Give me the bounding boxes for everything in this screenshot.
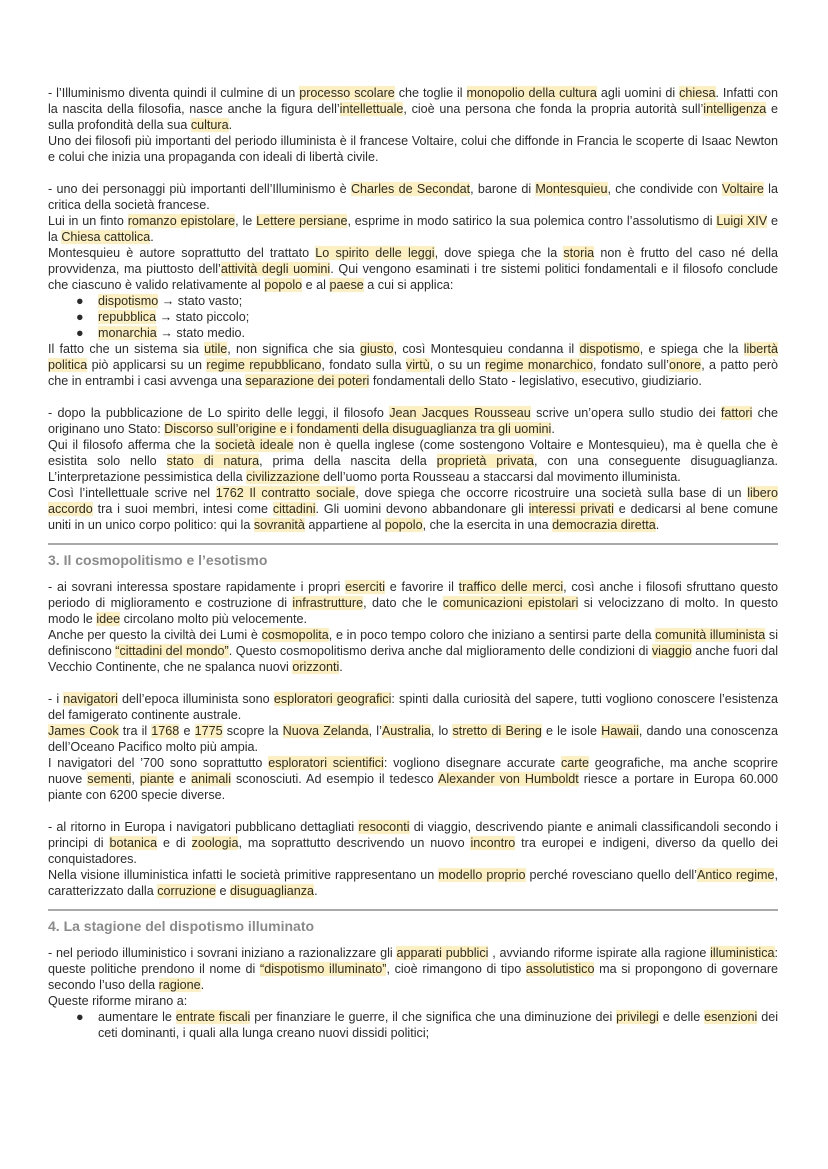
highlighted-term: illuministica: [710, 946, 775, 960]
text-segment: aumentare le: [98, 1010, 176, 1024]
text-segment: sconosciuti. Ad esempio il tedesco: [231, 772, 438, 786]
highlighted-term: entrate fiscali: [175, 1010, 251, 1024]
highlighted-term: idee: [96, 612, 121, 626]
paragraph-spacer: [48, 675, 778, 691]
paragraph: [48, 85, 778, 133]
text-segment: la critica della società francese.: [48, 182, 778, 212]
text-segment: Lui in un finto: [48, 214, 128, 228]
highlighted-term: democrazia diretta: [552, 518, 656, 532]
highlighted-term: sementi: [87, 772, 132, 786]
text-segment: ,: [131, 772, 140, 786]
highlighted-term: onore: [668, 358, 702, 372]
bullet-list: [48, 1009, 778, 1041]
text-segment: riesce a portare in Europa 60.000 piante con 6200 specie diverse.: [48, 772, 778, 802]
text-segment: e favorire il: [385, 580, 459, 594]
highlighted-term: giusto: [359, 342, 394, 356]
highlighted-term: civilizzazione: [246, 470, 320, 484]
text-segment: - uno dei personaggi più importanti dell’Illuminismo è: [48, 182, 351, 196]
text-segment: e delle: [658, 1010, 705, 1024]
highlighted-term: paese: [329, 278, 364, 292]
text-segment: .: [150, 230, 154, 244]
paragraph: [48, 405, 778, 437]
highlighted-term: libero accordo: [48, 486, 778, 516]
text-segment: , barone di: [470, 182, 536, 196]
text-segment: , l’: [368, 724, 382, 738]
highlighted-term: Hawaii: [601, 724, 639, 738]
text-segment: Anche per questo la civiltà dei Lumi è: [48, 628, 262, 642]
text-segment: , con una conseguente disuguaglianza. L’interpretazione pessimistica della: [48, 454, 778, 484]
highlighted-term: traffico delle merci: [458, 580, 564, 594]
text-segment: : queste politiche prendono il nome di: [48, 946, 778, 976]
highlighted-term: storia: [563, 246, 595, 260]
highlighted-term: esploratori geografici: [273, 692, 392, 706]
text-segment: , cioè una persona che fonda la propria autorità sull’: [403, 102, 704, 116]
highlighted-term: monopolio della cultura: [466, 86, 597, 100]
highlighted-term: libertà politica: [48, 342, 778, 372]
text-segment: , a patto però che in entrambi i casi avvenga una: [48, 358, 779, 388]
paragraph-spacer: [48, 389, 778, 405]
text-segment: fondamentali dello Stato - legislativo, esecutivo, giudiziario.: [369, 374, 702, 388]
text-segment: agli uomini di: [596, 86, 680, 100]
highlighted-term: 1775: [194, 724, 223, 738]
paragraph: [48, 437, 778, 485]
highlighted-term: romanzo epistolare: [127, 214, 236, 228]
highlighted-term: zoologia: [191, 836, 239, 850]
section-heading: 3. Il cosmopolitismo e l’esotismo: [48, 552, 268, 568]
text-segment: , dove spiega che la: [434, 246, 564, 260]
highlighted-term: intelligenza: [703, 102, 767, 116]
text-segment: circolano molto più velocemente.: [120, 612, 308, 626]
highlighted-term: 1762 Il contratto sociale: [215, 486, 356, 500]
text-segment: e: [179, 724, 195, 738]
highlighted-term: esploratori scientifici: [268, 756, 384, 770]
highlighted-term: cittadini: [272, 502, 316, 516]
highlighted-term: piante: [139, 772, 175, 786]
text-segment: Qui il filosofo afferma che la: [48, 438, 216, 452]
highlighted-term: repubblica: [98, 310, 157, 324]
highlighted-term: attività degli uomini: [220, 262, 331, 276]
text-segment: e: [174, 772, 192, 786]
text-segment: , non significa che sia: [227, 342, 360, 356]
text-segment: , dato che le: [363, 596, 443, 610]
paragraph: [48, 245, 778, 293]
paragraph: [48, 579, 778, 627]
highlighted-term: separazione dei poteri: [245, 374, 370, 388]
text-segment: , avviando riforme ispirate alla ragione: [488, 946, 711, 960]
text-segment: dei ceti dominanti, i quali alla lunga creano nuovi dissidi politici;: [98, 1010, 778, 1040]
paragraph-spacer: [48, 165, 778, 181]
text-segment: non è frutto del caso né della provvidenza, ma piuttosto dell’: [48, 246, 778, 276]
highlighted-term: esenzioni: [704, 1010, 758, 1024]
highlighted-term: botanica: [109, 836, 158, 850]
highlighted-term: virtù: [405, 358, 430, 372]
highlighted-term: 1768: [151, 724, 180, 738]
text-segment: . Gli uomini devono abbandonare gli: [315, 502, 529, 516]
paragraph: [48, 341, 778, 389]
text-segment: .: [314, 884, 318, 898]
text-segment: , o su un: [429, 358, 486, 372]
text-segment: , prima della nascita della: [259, 454, 437, 468]
text-segment: → stato vasto;: [158, 294, 243, 308]
highlighted-term: cosmopolita: [261, 628, 329, 642]
text-segment: , caratterizzato dalla: [48, 868, 778, 898]
text-segment: tra il: [118, 724, 152, 738]
bullet-icon: ●: [76, 294, 84, 308]
text-segment: - dopo la pubblicazione de Lo spirito delle leggi, il filosofo: [48, 406, 390, 420]
text-segment: . Qui vengono esaminati i tre sistemi politici fondamentali e il filosofo conclude che ciascuno è valido relativamente al: [48, 262, 778, 292]
highlighted-term: Montesquieu: [535, 182, 608, 196]
highlighted-term: Chiesa cattolica: [61, 230, 151, 244]
paragraph: [48, 755, 778, 803]
highlighted-term: società ideale: [215, 438, 294, 452]
list-item: [48, 309, 778, 325]
highlighted-term: disuguaglianza: [230, 884, 315, 898]
paragraph: [48, 627, 778, 675]
paragraph: [48, 945, 778, 993]
text-segment: Nella visione illuministica infatti le società primitive rappresentano un: [48, 868, 439, 882]
text-segment: perché rovesciano quello dell’: [525, 868, 697, 882]
highlighted-term: popolo: [384, 518, 423, 532]
text-segment: . Questo cosmopolitismo deriva anche dal miglioramento delle condizioni di: [228, 644, 652, 658]
text-segment: , e spiega che la: [639, 342, 744, 356]
highlighted-term: comunicazioni epistolari: [442, 596, 579, 610]
text-segment: , le: [235, 214, 257, 228]
highlighted-term: utile: [204, 342, 228, 356]
text-segment: .: [339, 660, 343, 674]
paragraph: [48, 993, 778, 1009]
text-segment: e sulla profondità della sua: [48, 102, 778, 132]
text-segment: e dedicarsi al bene comune uniti in un unico corpo politico: qui la: [48, 502, 778, 532]
text-segment: di viaggio, descrivendo piante e animali classificandoli secondo i principi di: [48, 820, 778, 850]
text-segment: , dove spiega che occorre ricostruire una società sulla base di un: [355, 486, 748, 500]
text-segment: si velocizzano di molto. In questo modo le: [48, 596, 778, 626]
paragraph: [48, 133, 778, 165]
document-page: [48, 85, 778, 1041]
highlighted-term: intellettuale: [339, 102, 404, 116]
text-segment: - l’Illuminismo diventa quindi il culmine di un: [48, 86, 300, 100]
paragraph: [48, 723, 778, 755]
highlighted-term: Antico regime: [696, 868, 775, 882]
text-segment: , così Montesquieu condanna il: [393, 342, 580, 356]
text-segment: , fondato sulla: [321, 358, 406, 372]
text-segment: Così l’intellettuale scrive nel: [48, 486, 216, 500]
highlighted-term: “cittadini del mondo”: [115, 644, 229, 658]
highlighted-term: animali: [191, 772, 232, 786]
highlighted-term: corruzione: [157, 884, 217, 898]
text-segment: non è quella inglese (come sostengono Voltaire e Montesquieu), ma è quella che è esistita solo nello: [48, 438, 778, 468]
text-segment: tra europei e indigeni, diverso da quello dei conquistadores.: [48, 836, 778, 866]
highlighted-term: proprietà privata: [436, 454, 535, 468]
highlighted-term: fattori: [720, 406, 753, 420]
text-segment: geografiche, ma anche scoprire nuove: [48, 756, 778, 786]
highlighted-term: Charles de Secondat: [350, 182, 471, 196]
highlighted-term: incontro: [470, 836, 516, 850]
bullet-icon: ●: [76, 1010, 84, 1024]
highlighted-term: ragione: [158, 978, 201, 992]
bullet-icon: ●: [76, 326, 84, 340]
text-segment: .: [228, 118, 233, 132]
highlighted-term: Australia: [381, 724, 431, 738]
highlighted-term: infrastrutture: [292, 596, 364, 610]
paragraph: [48, 819, 778, 867]
text-segment: e: [216, 884, 231, 898]
text-segment: , che la esercita in una: [422, 518, 553, 532]
text-segment: , cioè rimangono di tipo: [386, 962, 526, 976]
text-segment: e la: [48, 214, 778, 244]
text-segment: , e in poco tempo coloro che iniziano a sentirsi parte della: [328, 628, 656, 642]
highlighted-term: interessi privati: [528, 502, 614, 516]
highlighted-term: Alexander von Humboldt: [437, 772, 579, 786]
text-segment: : vogliono disegnare accurate: [383, 756, 561, 770]
text-segment: a cui si applica:: [363, 278, 454, 292]
highlighted-term: monarchia: [98, 326, 157, 340]
text-segment: - al ritorno in Europa i navigatori pubblicano dettagliati: [48, 820, 359, 834]
text-segment: , fondato sull’: [593, 358, 669, 372]
text-segment: e di: [157, 836, 192, 850]
highlighted-term: navigatori: [63, 692, 118, 706]
highlighted-term: sovranità: [253, 518, 305, 532]
highlighted-term: Jean Jacques Rousseau: [389, 406, 531, 420]
highlighted-term: James Cook: [48, 724, 119, 738]
text-segment: - ai sovrani interessa spostare rapidamente i propri: [48, 580, 346, 594]
text-segment: → stato piccolo;: [156, 310, 250, 324]
highlighted-term: carte: [560, 756, 589, 770]
text-segment: .: [200, 978, 205, 992]
text-segment: anche fuori dal Vecchio Continente, che ne spalanca nuovi: [48, 644, 778, 674]
text-segment: tra i suoi membri, intesi come: [92, 502, 273, 516]
text-segment: Uno dei filosofi più importanti del periodo illuminista è il francese Voltaire, colui che diffonde in Francia le scoperte di Isaac Newton e colui che inizia una propaganda con ideali di libertà civile.: [48, 134, 778, 164]
text-segment: e le isole: [541, 724, 602, 738]
text-segment: si definiscono: [48, 628, 778, 658]
highlighted-term: cultura: [190, 118, 229, 132]
highlighted-term: assolutistico: [525, 962, 595, 976]
bullet-list: [48, 293, 778, 341]
highlighted-term: “dispotismo illuminato”: [260, 962, 387, 976]
text-segment: Queste riforme mirano a:: [48, 994, 188, 1008]
paragraph: [48, 213, 778, 245]
text-segment: .: [655, 518, 660, 532]
list-item: [48, 1009, 778, 1041]
highlighted-term: orizzonti: [292, 660, 340, 674]
list-item: [48, 293, 778, 309]
highlighted-term: eserciti: [345, 580, 386, 594]
text-segment: → stato medio.: [156, 326, 246, 340]
text-segment: dell’uomo porta Rousseau a staccarsi dal movimento illuminista.: [319, 470, 681, 484]
text-segment: , che condivide con: [607, 182, 722, 196]
highlighted-term: apparati pubblici: [396, 946, 489, 960]
highlighted-term: chiesa: [679, 86, 716, 100]
section-divider: [48, 909, 778, 911]
text-segment: , esprime in modo satirico la sua polemica contro l’assolutismo di: [347, 214, 717, 228]
highlighted-term: dispotismo: [579, 342, 640, 356]
text-segment: piò applicarsi su un: [87, 358, 207, 372]
text-segment: scopre la: [222, 724, 283, 738]
paragraph-spacer: [48, 803, 778, 819]
text-segment: che toglie il: [394, 86, 467, 100]
text-segment: - nel periodo illuministico i sovrani iniziano a razionalizzare gli: [48, 946, 397, 960]
highlighted-term: stretto di Bering: [452, 724, 542, 738]
highlighted-term: popolo: [264, 278, 303, 292]
highlighted-term: modello proprio: [438, 868, 526, 882]
text-segment: per finanziare le guerre, il che significa che una diminuzione dei: [250, 1010, 617, 1024]
paragraph: [48, 181, 778, 213]
paragraph: [48, 691, 778, 723]
highlighted-term: processo scolare: [299, 86, 395, 100]
highlighted-term: Voltaire: [721, 182, 764, 196]
highlighted-term: regime repubblicano: [206, 358, 322, 372]
text-segment: e al: [302, 278, 330, 292]
highlighted-term: stato di natura: [166, 454, 260, 468]
section-divider: [48, 543, 778, 545]
text-segment: Montesquieu è autore soprattutto del trattato: [48, 246, 316, 260]
paragraph: [48, 485, 778, 533]
text-segment: , dando una conoscenza dell’Oceano Pacifico molto più ampia.: [48, 724, 779, 754]
text-segment: .: [551, 422, 555, 436]
paragraph: [48, 867, 778, 899]
text-segment: appartiene al: [304, 518, 385, 532]
text-segment: I navigatori del ’700 sono soprattutto: [48, 756, 269, 770]
text-segment: , così anche i filosofi sfruttano questo periodo di miglioramento e costruzione di: [48, 580, 778, 610]
highlighted-term: dispotismo: [98, 294, 159, 308]
highlighted-term: viaggio: [651, 644, 692, 658]
highlighted-term: Nuova Zelanda: [282, 724, 369, 738]
text-segment: - i: [48, 692, 64, 706]
text-segment: . Infatti con la nascita della filosofia, nasce anche la figura dell’: [48, 86, 778, 116]
text-segment: , ma soprattutto descrivendo un nuovo: [238, 836, 471, 850]
highlighted-term: privilegi: [616, 1010, 659, 1024]
highlighted-term: resoconti: [358, 820, 410, 834]
highlighted-term: Lo spirito delle leggi: [315, 246, 435, 260]
section-heading: 4. La stagione del dispotismo illuminato: [48, 918, 315, 934]
text-segment: ma si propongono di governare secondo l’uso della: [48, 962, 779, 992]
text-segment: scrive un’opera sullo studio dei: [530, 406, 721, 420]
highlighted-term: regime monarchico: [485, 358, 593, 372]
highlighted-term: Luigi XIV: [716, 214, 768, 228]
text-segment: Il fatto che un sistema sia: [48, 342, 205, 356]
bullet-icon: ●: [76, 310, 84, 324]
text-segment: che originano uno Stato:: [48, 406, 778, 436]
highlighted-term: comunità illuminista: [655, 628, 766, 642]
list-item: [48, 325, 778, 341]
highlighted-term: Lettere persiane: [256, 214, 348, 228]
text-segment: dell’epoca illuminista sono: [117, 692, 274, 706]
text-segment: : spinti dalla curiosità del sapere, tutti vogliono conoscere l’esistenza del famigerato continente australe.: [48, 692, 779, 722]
text-segment: , lo: [430, 724, 453, 738]
highlighted-term: Discorso sull’origine e i fondamenti della disuguaglianza tra gli uomini: [164, 422, 552, 436]
